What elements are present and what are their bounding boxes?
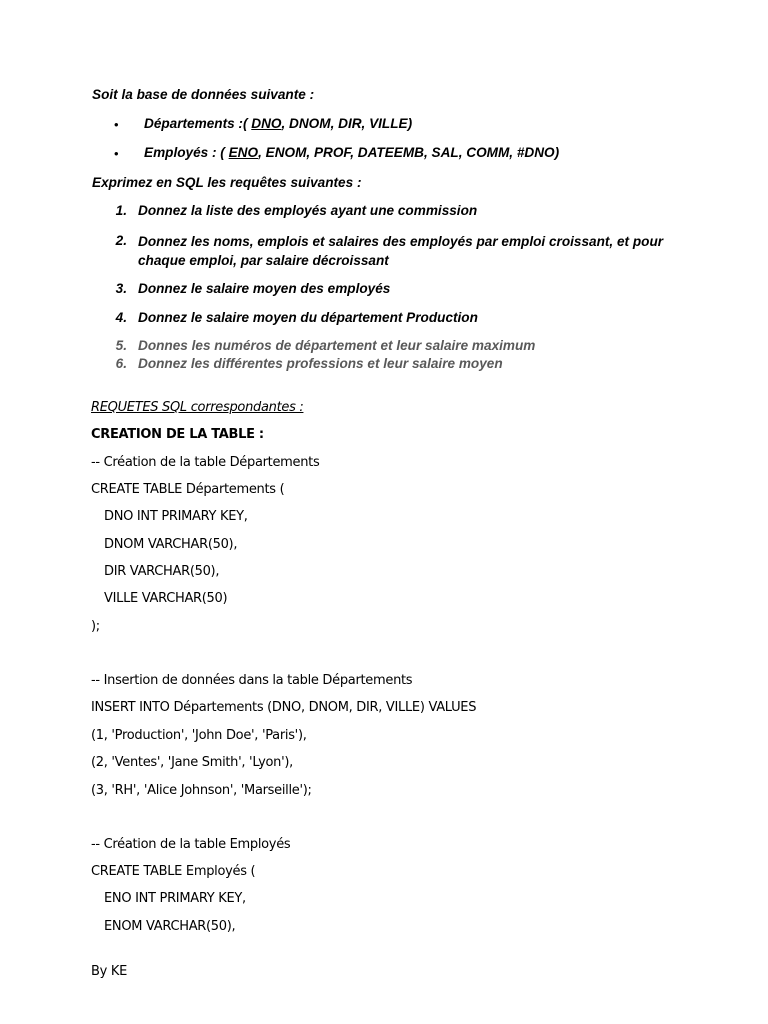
creation-heading: CREATION DE LA TABLE :	[91, 427, 264, 442]
code-line: -- Création de la table Départements	[91, 455, 320, 470]
code-line: (1, 'Production', 'John Doe', 'Paris'),	[91, 728, 307, 743]
document-page: Soit la base de données suivante : • Départements :( DNO, DNOM, DIR, VILLE) • Employés : ( ENO, ENOM, PROF, DATEEMB, SAL, COMM, #DNO) Exprimez en SQL les requêtes suivantes : 1. Donnez la liste des employés ayant une commission 2. Donnez les noms, emplois et salaires des employés par emploi croissant, et pour chaque emploi, par salaire décroissant 3. Donnez le salaire moyen des employés 4. Donnez le salaire moyen du département Production 5. Donnes les numéros de département et leur salaire maximum 6. Donnez les différentes professions et leur salaire moyen REQUETES SQL correspondantes : CREATION DE LA TABLE : -- Création de la table Départements CREATE TABLE Départements ( DNO INT PRIMARY KEY, DNOM VARCHAR(50), DIR VARCHAR(50), VILLE VARCHAR(50) ); -- Insertion de données dans la table Départements INSERT INTO Départements (DNO, DNOM, DIR, VILLE) VALUES (1, 'Production', 'John Doe', 'Paris'), (2, 'Ventes', 'Jane Smith', 'Lyon'), (3, 'RH', 'Alice Johnson', 'Marseille'); -- Création de la table Employés CREATE TABLE Employés ( ENO INT PRIMARY KEY, ENOM VARCHAR(50), By KE	[91, 87, 664, 979]
sql-heading: REQUETES SQL correspondantes :	[91, 400, 304, 415]
schema-prefix: Employés : (	[144, 145, 229, 160]
code-line: VILLE VARCHAR(50)	[104, 591, 228, 606]
code-line: );	[91, 619, 100, 634]
schema-suffix: , ENOM, PROF, DATEEMB, SAL, COMM, #DNO)	[258, 145, 560, 160]
code-line: -- Création de la table Employés	[91, 837, 291, 852]
schema-prefix: Départements :(	[144, 116, 252, 131]
code-line: DNOM VARCHAR(50),	[104, 537, 238, 552]
footer-author: By KE	[91, 964, 127, 979]
code-line: -- Insertion de données dans la table Départements	[91, 673, 413, 688]
express-instruction: Exprimez en SQL les requêtes suivantes :	[92, 175, 362, 190]
primary-key: ENO	[228, 145, 259, 160]
code-line: ENOM VARCHAR(50),	[104, 919, 236, 934]
code-line: DIR VARCHAR(50),	[104, 564, 220, 579]
code-line: CREATE TABLE Départements (	[91, 482, 285, 497]
code-line: (3, 'RH', 'Alice Johnson', 'Marseille');	[91, 783, 312, 798]
intro-title: Soit la base de données suivante :	[92, 87, 315, 102]
code-line: ENO INT PRIMARY KEY,	[104, 891, 246, 906]
code-line: CREATE TABLE Employés (	[91, 864, 256, 879]
code-line: DNO INT PRIMARY KEY,	[104, 509, 248, 524]
code-line: INSERT INTO Départements (DNO, DNOM, DIR, VILLE) VALUES	[91, 700, 477, 715]
bullet-symbol: •	[114, 117, 119, 132]
code-line: (2, 'Ventes', 'Jane Smith', 'Lyon'),	[91, 755, 293, 770]
schema-suffix: , DNOM, DIR, VILLE)	[281, 116, 413, 131]
primary-key: DNO	[251, 116, 282, 131]
bullet-symbol: •	[114, 146, 119, 161]
